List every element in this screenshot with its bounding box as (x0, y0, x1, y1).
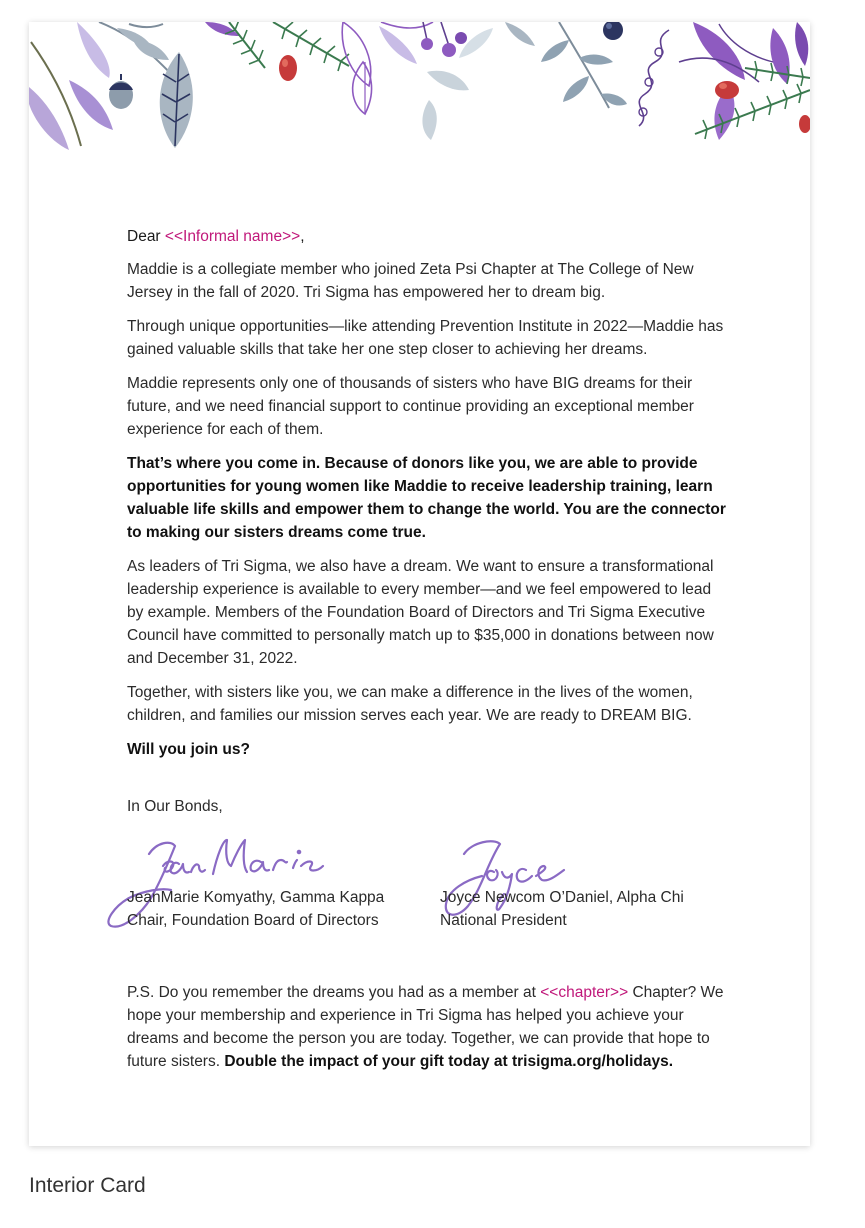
informal-name-merge-field: <<Informal name>> (164, 228, 301, 245)
floral-border-illustration (29, 22, 810, 172)
signature-text-joyce (440, 886, 684, 932)
interior-card (29, 22, 810, 1146)
paragraph-2: Through unique opportunities—like attending Prevention Institute in 2022—Maddie has gained valuable skills that take her one step closer to achieving her dreams. (127, 318, 724, 358)
ps-call-to-action: Double the impact of your gift today at trisigma.org/holidays. (224, 1053, 674, 1070)
image-caption: Interior Card (29, 1174, 146, 1197)
paragraph-5: As leaders of Tri Sigma, we also have a dream. We want to ensure a transformational leadership experience is available to every member—and we feel empowered to lead by example. Members of the Foundation Board of Directors and Tri Sigma Executive Council have committed to personally match up to $35,000 in donations between now and December 31, 2022. (127, 558, 714, 667)
ps-text-2: Chapter? We hope your membership and experience in Tri Sigma has helped you achieve your dreams and become the person you are today. Together, we can provide that hope to future sisters. (127, 984, 724, 1070)
jeanmarie-title-line: Chair, Foundation Board of Directors (127, 912, 379, 929)
paragraph-3: Maddie represents only one of thousands of sisters who have BIG dreams for their future, and we need financial support to continue providing an exceptional member experience for each of them. (127, 375, 694, 438)
closing: In Our Bonds, (127, 798, 223, 815)
join-question: Will you join us? (127, 741, 250, 758)
paragraph-4-bold: That’s where you come in. Because of donors like you, we are able to provide opportunities for young women like Maddie to receive leadership training, learn valuable life skills and empower them to change the world. You are the connector to making our sisters dreams come true. (127, 455, 726, 541)
salutation-prefix: Dear (127, 228, 165, 245)
jeanmarie-name-line: JeanMarie Komyathy, Gamma Kappa (127, 889, 385, 906)
chapter-merge-field: <<chapter>> (540, 984, 629, 1001)
joyce-name-line: Joyce Newcom O’Daniel, Alpha Chi (440, 889, 684, 906)
letter-body (127, 225, 727, 818)
salutation (127, 225, 727, 248)
postscript (127, 981, 727, 1073)
salutation-suffix: , (300, 228, 305, 245)
signature-block (127, 828, 767, 938)
paragraph-1: Maddie is a collegiate member who joined Zeta Psi Chapter at The College of New Jersey in the fall of 2020. Tri Sigma has empowered her to dream big. (127, 261, 694, 301)
paragraph-6: Together, with sisters like you, we can make a difference in the lives of the women, children, and families our mission serves each year. We are ready to DREAM BIG. (127, 684, 693, 724)
ps-text-1: P.S. Do you remember the dreams you had as a member at (127, 984, 541, 1001)
joyce-title-line: National President (440, 912, 567, 929)
signature-text-jeanmarie (127, 886, 384, 932)
